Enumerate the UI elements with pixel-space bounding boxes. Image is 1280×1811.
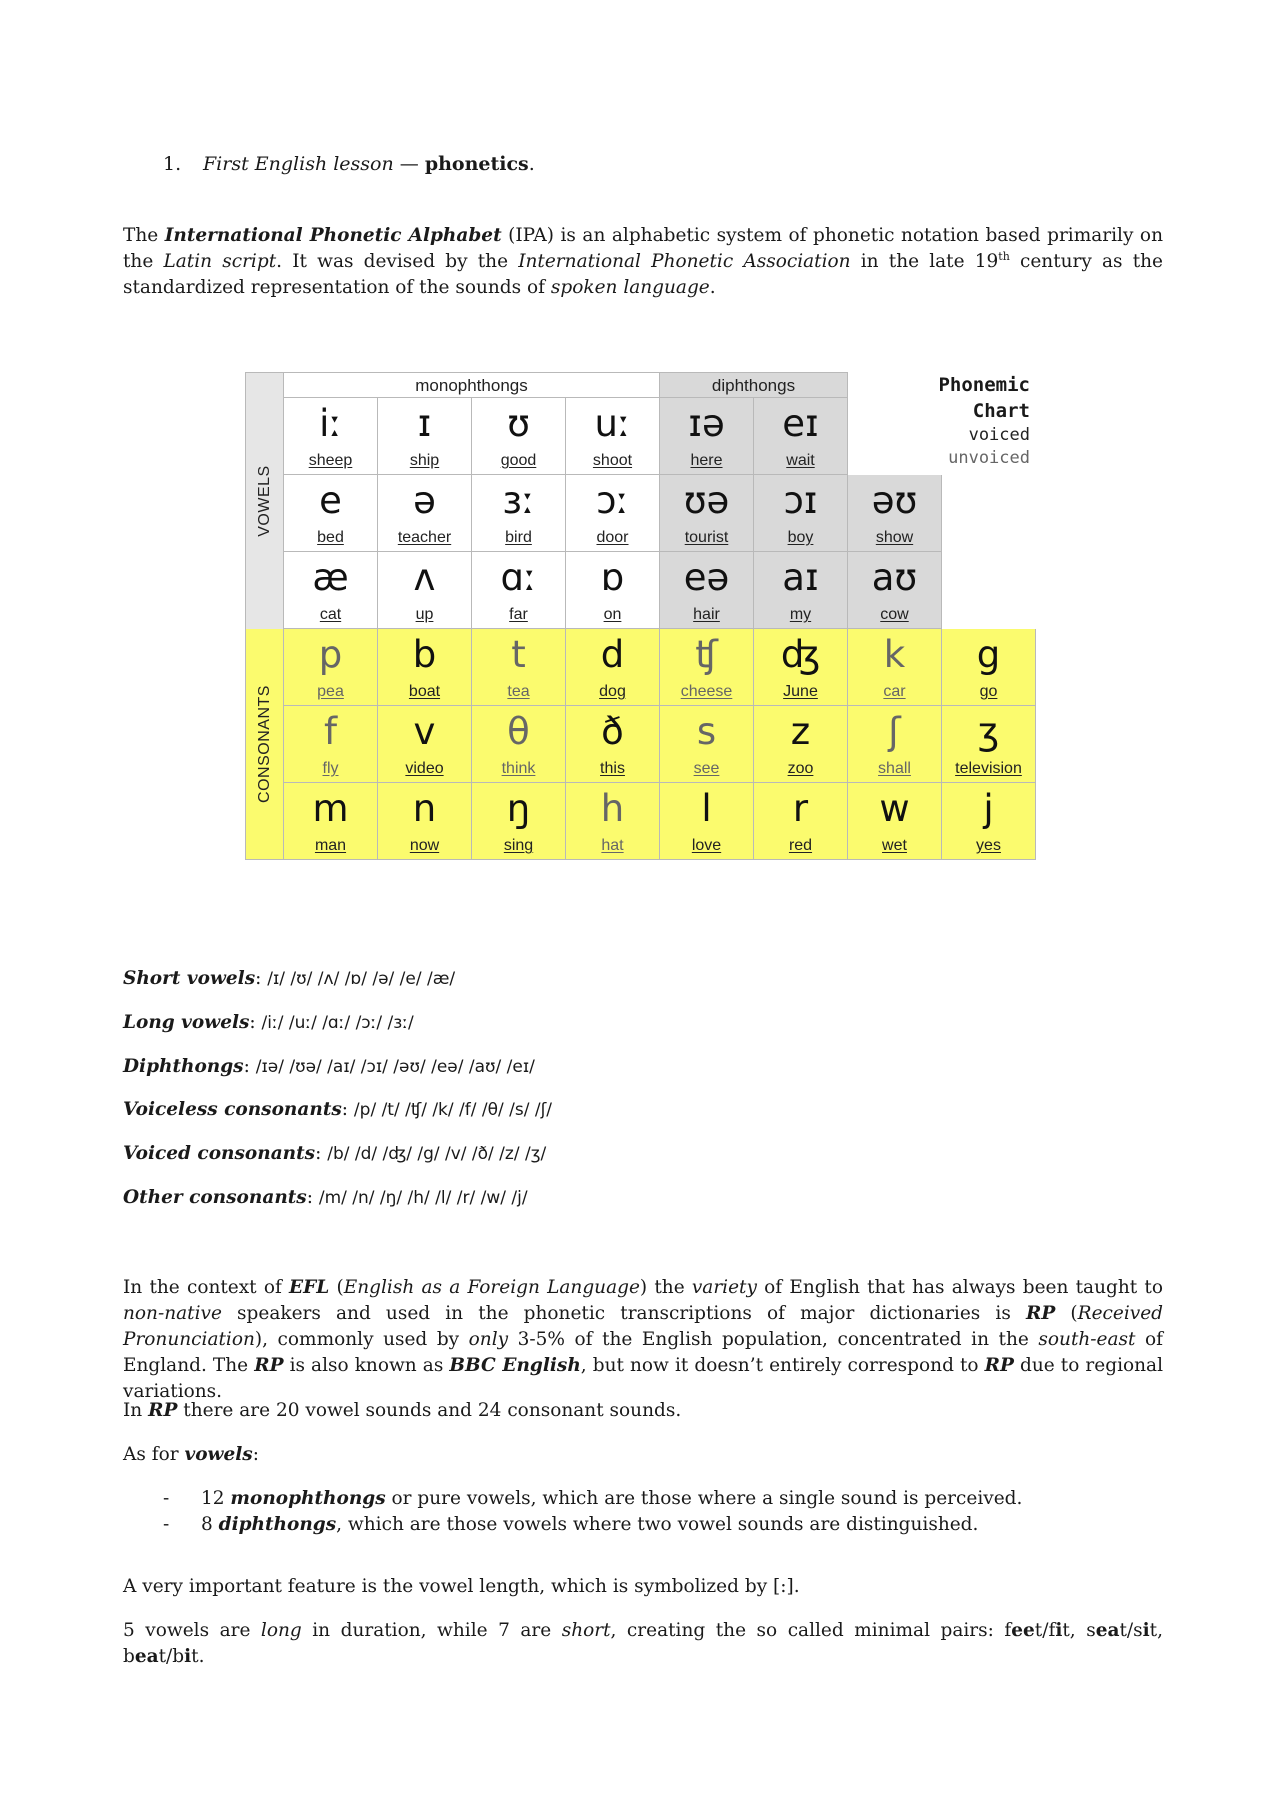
- phoneme-cell: [566, 398, 660, 475]
- phoneme-cell: [566, 706, 660, 783]
- example-word: now: [409, 837, 440, 854]
- example-word: here: [690, 452, 723, 469]
- phoneme-cell: [284, 706, 378, 783]
- phoneme-symbol: d: [600, 633, 625, 676]
- legend-title-1: Phonemic: [938, 374, 1030, 396]
- example-word: shoot: [592, 452, 633, 469]
- example-word: yes: [976, 837, 1001, 854]
- phoneme-symbol: g: [976, 633, 1001, 676]
- phoneme-cell: [942, 629, 1036, 706]
- phoneme-symbol: ʊ: [507, 402, 530, 445]
- phoneme-cell: [472, 629, 566, 706]
- phoneme-symbol: e: [319, 479, 342, 522]
- phoneme-cell: [660, 706, 754, 783]
- vowels-label: VOWELS: [245, 372, 284, 629]
- phoneme-cell: [566, 629, 660, 706]
- phoneme-cell: [660, 629, 754, 706]
- example-word: boat: [408, 683, 441, 700]
- example-word: video: [405, 760, 444, 777]
- example-word: wet: [882, 837, 907, 854]
- heading-number: 1.: [163, 153, 182, 175]
- legend-title-2: Chart: [972, 400, 1030, 422]
- example-word: good: [500, 452, 537, 469]
- example-word: hat: [601, 837, 624, 854]
- phoneme-symbol: ɑː: [500, 556, 537, 599]
- length-note: A very important feature is the vowel length, which is symbolized by [:].: [123, 1576, 800, 1597]
- phoneme-symbol: ŋ: [506, 787, 531, 830]
- phoneme-symbol: r: [792, 787, 809, 830]
- phoneme-symbol: uː: [594, 402, 631, 445]
- example-word: cheese: [680, 683, 733, 700]
- phoneme-cell: [660, 783, 754, 860]
- phoneme-symbol: ʌ: [413, 556, 436, 599]
- phoneme-cell: [566, 783, 660, 860]
- phoneme-symbol: z: [790, 710, 811, 753]
- example-word: this: [600, 760, 625, 777]
- phoneme-symbol: f: [323, 710, 338, 753]
- phoneme-symbol: m: [312, 787, 349, 830]
- phoneme-symbol: θ: [507, 710, 530, 753]
- example-word: zoo: [787, 760, 814, 777]
- example-word: fly: [322, 760, 339, 777]
- example-word: dog: [599, 683, 626, 700]
- lesson-heading: 1. First English lesson — phonetics.: [163, 153, 535, 175]
- phoneme-symbol: eə: [683, 556, 730, 599]
- phoneme-symbol: w: [879, 787, 910, 830]
- phoneme-cell: [660, 475, 754, 552]
- phoneme-symbol: ɪə: [688, 402, 725, 445]
- phoneme-cell: [660, 398, 754, 475]
- example-word: think: [501, 760, 536, 777]
- phoneme-symbol: æ: [312, 556, 349, 599]
- other-consonants-line: Other consonants: /m/ /n/ /ŋ/ /h/ /l/ /r/ /w/ /j/: [123, 1187, 528, 1208]
- phoneme-symbol: ʒ: [977, 710, 1000, 753]
- phoneme-cell: [284, 552, 378, 629]
- phoneme-cell: [378, 552, 472, 629]
- phoneme-symbol: s: [696, 710, 717, 753]
- example-word: show: [875, 529, 914, 546]
- phoneme-symbol: ə: [413, 479, 436, 522]
- example-word: see: [693, 760, 720, 777]
- phoneme-cell: [472, 706, 566, 783]
- chart-legend: [900, 372, 1030, 470]
- example-word: pea: [317, 683, 344, 700]
- example-word: love: [691, 837, 722, 854]
- phoneme-cell: [284, 629, 378, 706]
- phoneme-symbol: aʊ: [871, 556, 918, 599]
- phoneme-cell: [754, 398, 848, 475]
- example-word: my: [789, 606, 812, 623]
- rp-count-paragraph: In RP there are 20 vowel sounds and 24 consonant sounds.: [123, 1400, 682, 1421]
- example-word: go: [979, 683, 998, 700]
- example-word: June: [783, 683, 818, 700]
- phoneme-symbol: h: [600, 787, 625, 830]
- example-word: cat: [319, 606, 342, 623]
- example-word: door: [596, 529, 629, 546]
- example-word: tourist: [684, 529, 729, 546]
- phoneme-symbol: ɜː: [502, 479, 535, 522]
- phoneme-cell: [566, 552, 660, 629]
- phoneme-symbol: ʃ: [888, 710, 901, 753]
- example-word: shall: [878, 760, 911, 777]
- heading-title: First English lesson: [203, 153, 394, 175]
- phoneme-cell: [284, 783, 378, 860]
- phoneme-cell: [566, 475, 660, 552]
- example-word: hair: [693, 606, 720, 623]
- phoneme-cell: [472, 552, 566, 629]
- example-word: ship: [409, 452, 440, 469]
- phoneme-symbol: ʧ: [695, 633, 718, 676]
- phoneme-cell: [472, 783, 566, 860]
- phoneme-cell: [378, 398, 472, 475]
- monophthongs-header: monophthongs: [284, 372, 660, 398]
- long-vowels-line: Long vowels: /iː/ /uː/ /ɑː/ /ɔː/ /ɜː/: [123, 1012, 414, 1033]
- phoneme-symbol: l: [701, 787, 712, 830]
- phoneme-cell: [848, 629, 942, 706]
- phoneme-cell: [942, 783, 1036, 860]
- phoneme-cell: [472, 475, 566, 552]
- phoneme-cell: [754, 475, 848, 552]
- phoneme-cell: [848, 706, 942, 783]
- phoneme-symbol: b: [412, 633, 437, 676]
- example-word: television: [955, 760, 1022, 777]
- phoneme-symbol: eɪ: [782, 402, 819, 445]
- phoneme-cell: [848, 783, 942, 860]
- vowels-intro: As for vowels:: [123, 1444, 259, 1465]
- example-word: cow: [880, 606, 909, 623]
- phoneme-symbol: n: [412, 787, 437, 830]
- phoneme-symbol: ʊə: [683, 479, 730, 522]
- phoneme-cell: [284, 475, 378, 552]
- consonants-label: CONSONANTS: [245, 629, 284, 860]
- phoneme-symbol: k: [883, 633, 906, 676]
- phoneme-cell: [660, 552, 754, 629]
- phoneme-cell: [284, 398, 378, 475]
- phoneme-symbol: ʤ: [780, 633, 821, 676]
- example-word: on: [603, 606, 622, 623]
- phoneme-symbol: iː: [319, 402, 342, 445]
- phoneme-symbol: ɔː: [596, 479, 629, 522]
- phoneme-cell: [848, 475, 942, 552]
- diphthongs-line: Diphthongs: /ɪə/ /ʊə/ /aɪ/ /ɔɪ/ /əʊ/ /eə/ /aʊ/ /eɪ/: [123, 1056, 535, 1077]
- phoneme-symbol: p: [318, 633, 343, 676]
- example-word: sing: [503, 837, 534, 854]
- example-word: bed: [317, 529, 344, 546]
- phoneme-symbol: ɔɪ: [783, 479, 818, 522]
- phoneme-symbol: t: [511, 633, 526, 676]
- phoneme-cell: [754, 552, 848, 629]
- heading-subject: phonetics: [424, 153, 529, 175]
- phoneme-cell: [942, 706, 1036, 783]
- example-word: far: [509, 606, 528, 623]
- example-word: teacher: [397, 529, 452, 546]
- phoneme-cell: [472, 398, 566, 475]
- phoneme-symbol: ð: [601, 710, 624, 753]
- example-word: wait: [786, 452, 815, 469]
- phoneme-symbol: j: [983, 787, 994, 830]
- voiceless-consonants-line: Voiceless consonants: /p/ /t/ /ʧ/ /k/ /f/ /θ/ /s/ /ʃ/: [123, 1099, 553, 1120]
- phoneme-cell: [754, 783, 848, 860]
- short-vowels-line: Short vowels: /ɪ/ /ʊ/ /ʌ/ /ɒ/ /ə/ /e/ /æ/: [123, 968, 456, 989]
- phoneme-symbol: ɒ: [600, 556, 625, 599]
- minimal-pairs-paragraph: 5 vowels are long in duration, while 7 are short, creating the so called minimal pairs: feet/fit, seat/sit, beat/bit.: [123, 1620, 1163, 1667]
- phoneme-symbol: v: [413, 710, 436, 753]
- phoneme-cell: [848, 552, 942, 629]
- example-word: sheep: [308, 452, 353, 469]
- phoneme-cell: [378, 629, 472, 706]
- efl-paragraph: In the context of EFL (English as a Foreign Language) the variety of English that has always been taught to non-native speakers and used in the phonetic transcriptions of major dictionaries is RP (Received Pronunciation), commonly used by only 3-5% of the English population, concentrated in the south-east of England. The RP is also known as BBC English, but now it doesn’t entirely correspond to RP due to regional variations.: [123, 1277, 1163, 1402]
- diphthongs-header: diphthongs: [660, 372, 848, 398]
- phoneme-symbol: aɪ: [782, 556, 819, 599]
- example-word: car: [883, 683, 906, 700]
- phoneme-symbol: əʊ: [871, 479, 918, 522]
- legend-unvoiced: unvoiced: [948, 448, 1030, 468]
- example-word: tea: [507, 683, 530, 700]
- phoneme-cell: [754, 629, 848, 706]
- phoneme-cell: [378, 783, 472, 860]
- phoneme-cell: [754, 706, 848, 783]
- example-word: boy: [787, 529, 814, 546]
- phoneme-cell: [378, 475, 472, 552]
- example-word: bird: [505, 529, 532, 546]
- legend-voiced: voiced: [968, 425, 1030, 445]
- phoneme-cell: [378, 706, 472, 783]
- phoneme-symbol: ɪ: [417, 402, 432, 445]
- intro-paragraph: The International Phonetic Alphabet (IPA) is an alphabetic system of phonetic notation based primarily on the Latin script. It was devised by the International Phonetic Association in the late 19th century as the standardized representation of the sounds of spoken language.: [123, 225, 1164, 298]
- example-word: red: [788, 837, 813, 854]
- example-word: up: [415, 606, 434, 623]
- example-word: man: [314, 837, 347, 854]
- voiced-consonants-line: Voiced consonants: /b/ /d/ /ʤ/ /g/ /v/ /ð/ /z/ /ʒ/: [123, 1143, 547, 1164]
